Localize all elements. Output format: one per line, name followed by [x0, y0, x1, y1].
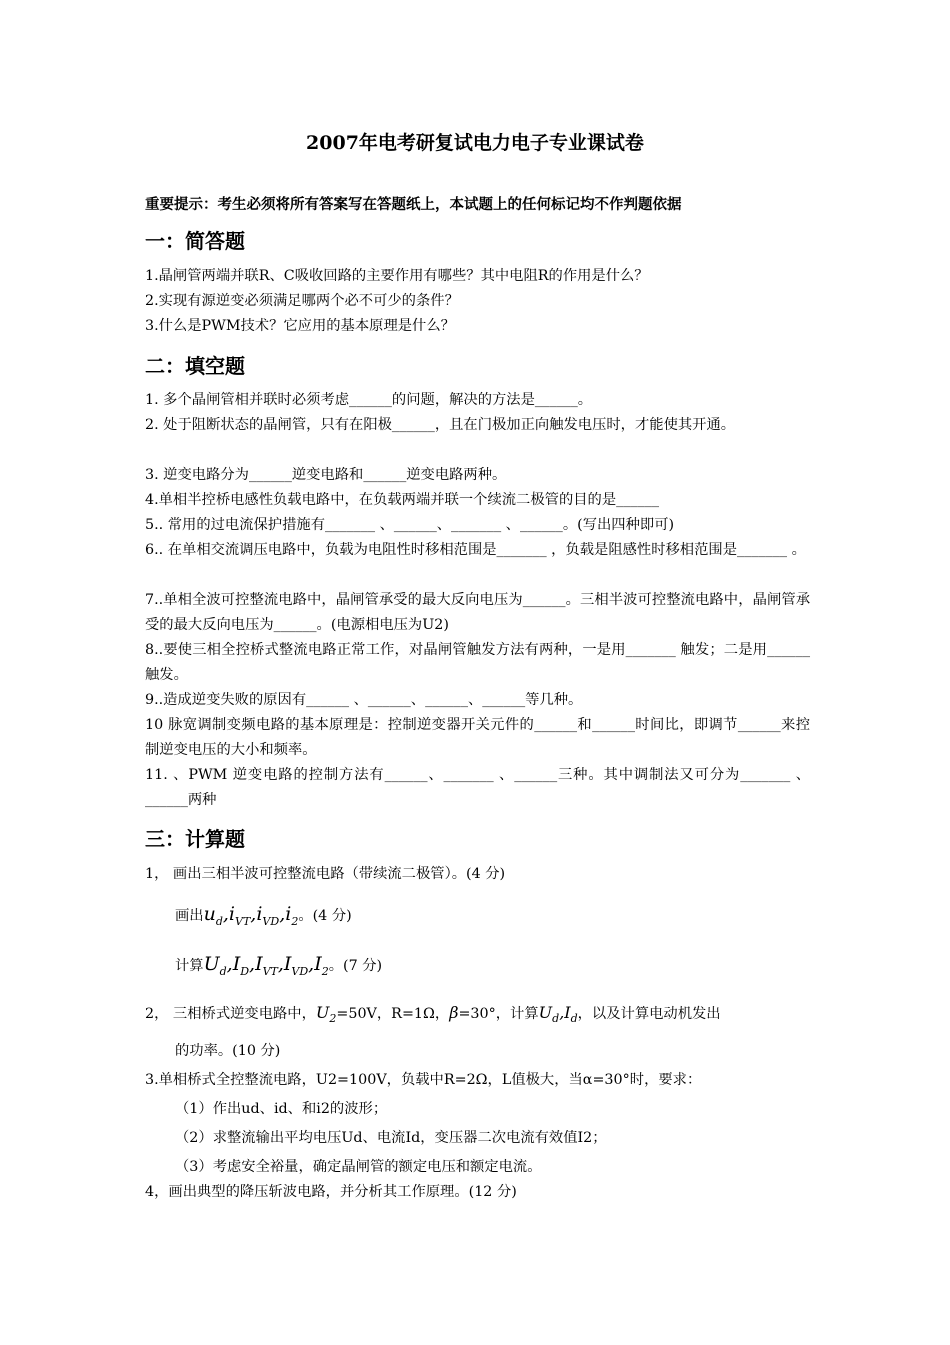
question-line: 5.. 常用的过电流保护措施有_______ 、______、_______ 、______。(写出四种即可) — [145, 517, 675, 533]
q2-text: =30°，计算 — [458, 1006, 539, 1022]
formula: $u_d,i_{VT},i_{VD},i_2$ — [203, 903, 299, 928]
question-line: 2.实现有源逆变必须满足哪两个必不可少的条件？ — [145, 293, 459, 309]
question-line: 1， 画出三相半波可控整流电路（带续流二极管）。(4 分) — [145, 866, 506, 882]
suffix-text: 。(7 分) — [328, 958, 383, 974]
suffix-text: 。(4 分) — [298, 908, 352, 924]
question-line: （1）作出ud、id、和i2的波形； — [175, 1101, 388, 1117]
formula: $U_d,I_D,I_{VT},I_{VD},I_2$ — [203, 953, 329, 978]
section-heading-short-answer: 一：简答题 — [145, 229, 245, 253]
question-line: 8..要使三相全控桥式整流电路正常工作，对晶闸管触发方法有两种，一是用_______ 触发；二是用______触发。 — [145, 642, 810, 683]
page-title: 2007年电考研复试电力电子专业课试卷 — [306, 132, 644, 154]
question-line: 3.单相桥式全控整流电路，U2=100V，负载中R=2Ω，L值极大，当α=30°时，要求： — [145, 1072, 702, 1088]
question-line: 7..单相全波可控整流电路中，晶闸管承受的最大反向电压为______。三相半波可控整流电路中，晶闸管承受的最大反向电压为______。(电源相电压为U2) — [145, 592, 810, 633]
formula: $U_d,I_d$ — [538, 1003, 578, 1026]
important-notice: 重要提示：考生必须将所有答案写在答题纸上，本试题上的任何标记均不作判题依据 — [145, 196, 682, 213]
question-line: 的功率。(10 分) — [175, 1043, 281, 1059]
question-line: （2）求整流输出平均电压Ud、电流Id，变压器二次电流有效值I2； — [175, 1130, 607, 1146]
formula: β — [449, 1003, 459, 1022]
question-line: 1.晶闸管两端并联R、C吸收回路的主要作用有哪些？其中电阻R的作用是什么？ — [145, 268, 649, 284]
question-line: （3）考虑安全裕量，确定晶闸管的额定电压和额定电流。 — [175, 1159, 542, 1175]
question-line — [175, 952, 840, 984]
question-line: 9..造成逆变失败的原因有______ 、______、______、______等几种。 — [145, 692, 583, 708]
q2-text: =50V，R=1Ω， — [336, 1006, 450, 1022]
question-line: 6.. 在单相交流调压电路中，负载为电阻性时移相范围是_______ ，负载是阻感性时移相范围是_______ 。 — [145, 542, 806, 558]
question-line: 4.单相半控桥电感性负载电路中，在负载两端并联一个续流二极管的目的是______ — [145, 492, 660, 508]
question-line: 1. 多个晶闸管相并联时必须考虑______的问题，解决的方法是______。 — [145, 392, 593, 408]
formula: $U_2$ — [315, 1003, 337, 1026]
section-heading-calculation: 三：计算题 — [145, 827, 245, 851]
question-line — [145, 1000, 810, 1031]
q2-text: ，以及计算电动机发出 — [577, 1006, 721, 1022]
prefix-text: 画出 — [175, 908, 204, 924]
question-line: 3. 逆变电路分为______逆变电路和______逆变电路两种。 — [145, 467, 507, 483]
question-line: 3.什么是PWM技术？它应用的基本原理是什么？ — [145, 318, 455, 334]
question-line: 11. 、PWM 逆变电路的控制方法有______、_______ 、______三种。其中调制法又可分为_______ 、______两种 — [145, 767, 810, 808]
prefix-text: 计算 — [175, 958, 204, 974]
section-heading-fill-blank: 二：填空题 — [145, 354, 245, 378]
question-line — [175, 902, 840, 934]
question-line: 10 脉宽调制变频电路的基本原理是：控制逆变器开关元件的______和______时间比，即调节______来控制逆变电压的大小和频率。 — [145, 717, 810, 758]
question-line: 4，画出典型的降压斩波电路，并分析其工作原理。(12 分) — [145, 1184, 517, 1200]
question-line: 2. 处于阻断状态的晶闸管，只有在阳极______，且在门极加正向触发电压时，才能使其开通。 — [145, 417, 736, 433]
q2-text: 2， 三相桥式逆变电路中， — [145, 1006, 316, 1022]
